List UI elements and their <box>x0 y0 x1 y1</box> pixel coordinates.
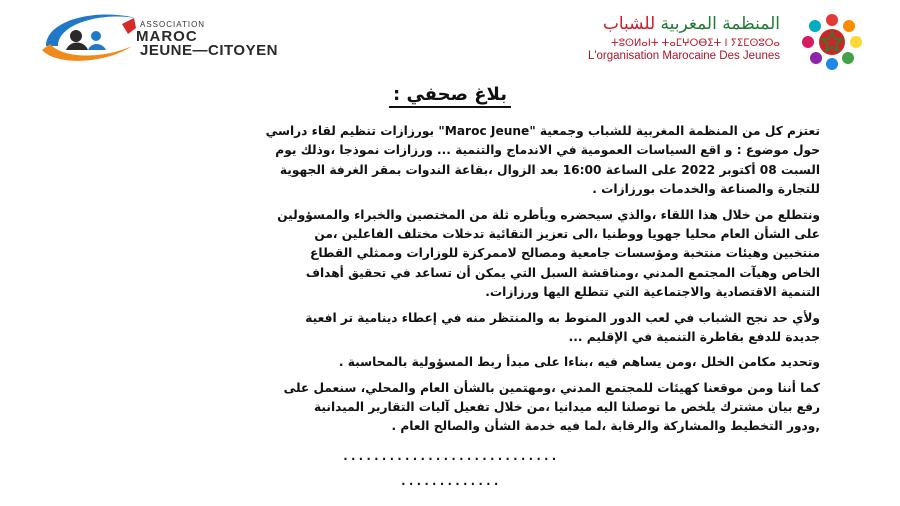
text-line: على الشأن العام محليا جهويا ووطنيا ،الى تعزيز التقائية تدخلات مختلف الفاعلين ،من <box>314 226 820 241</box>
text-line: رفع بيان مشترك يلخص ما توصلنا اليه ميدانيا ،من خلال تفعيل آليات التقارير الميدانية <box>314 400 820 415</box>
logo-association-label: ASSOCIATION <box>140 20 206 29</box>
logo-arabic-name <box>603 14 780 34</box>
logo-tifinagh-name: ⵜⵓⵙⵍⴰⵏⵜ ⵜⴰⵎⵖⵔⴱⵉⵜ ⵏ ⵢⵉⵎⵙⵓⵔⴰ <box>611 38 780 49</box>
paragraph <box>130 206 820 303</box>
page-title-text: بلاغ صحفي : <box>389 84 511 108</box>
logo-maroc-label: MAROC <box>136 28 198 45</box>
text-line: كما أننا ومن موقعنا كهيئات للمجتمع المدني ،ومهتمين بالشأن العام والمحلي، سنعمل على <box>283 380 820 395</box>
paragraph <box>130 309 820 348</box>
swoosh-logo-icon <box>36 6 146 64</box>
text-line: للتجارة والصناعة والخدمات بورزازات . <box>592 182 820 197</box>
logo-jeune-citoyen-label: JEUNE—CITOYEN <box>140 42 278 59</box>
page-title <box>0 84 900 105</box>
text-line: منتخبين وهيئات منتخبة ومؤسسات جامعية ومصالح لاممركزة للوزارات وممثلي القطاع <box>310 246 820 261</box>
text-line: وتحديد مكامن الخلل ،ومن يساهم فيه ،بناءا على مبدأ ربط المسؤولية بالمحاسبة . <box>338 355 820 370</box>
logo-organisation-marocaine-des-jeunes <box>522 8 872 68</box>
logo-arabic-name-part1: المنظمة المغربية <box>660 14 780 34</box>
text-line: السبت 08 أكتوبر 2022 على الساعة 16:00 بعد الزوال ،بقاعة الندوات بمقر الغرفة الجهوية <box>279 162 820 177</box>
dotted-separator-short: ............. <box>399 474 501 488</box>
paragraph <box>130 353 820 372</box>
text-line: حول موضوع : و اقع السياسات العمومية في الاندماج والتنمية ... ورزازات نموذجا ،وذلك يوم <box>275 143 820 158</box>
dotted-separator-long: ............................ <box>341 449 559 463</box>
press-release-body <box>130 122 820 443</box>
text-line: الخاص وهيآت المجتمع المدني ،ومناقشة السبل التي يمكن أن تساعد في تحقيق أهداف <box>305 265 820 280</box>
text-line: ونتطلع من خلال هذا اللقاء ،والذي سيحضره ويأطره ثلة من المختصين والخبراء والمسؤولين <box>277 207 820 222</box>
paragraph <box>130 122 820 200</box>
logo-french-name: L'organisation Marocaine Des Jeunes <box>587 50 780 62</box>
text-line: تعتزم كل من المنظمة المغربية للشباب وجمعية "Maroc Jeune" بورزازات تنظيم لقاء دراسي <box>265 124 820 138</box>
text-line: ,ودور التخطيط والمشاركة والرقابة ،لما فيه خدمة الشأن والصالح العام . <box>391 419 820 434</box>
text-line: جديدة للدفع بقاطرة التنمية في الإقليم ... <box>568 329 820 344</box>
paragraph <box>130 379 820 437</box>
text-line: التنمية الاقتصادية والاجتماعية التي تتطلع اليها ورزازات. <box>485 285 820 300</box>
logo-maroc-jeune-citoyen <box>36 6 376 64</box>
colorful-circle-emblem-icon <box>792 10 872 70</box>
logo-arabic-name-part2: للشباب <box>602 14 656 34</box>
text-line: ولأي حد نجح الشباب في لعب الدور المنوط به والمنتظر منه في إعطاء دينامية تر افعية <box>305 310 820 325</box>
